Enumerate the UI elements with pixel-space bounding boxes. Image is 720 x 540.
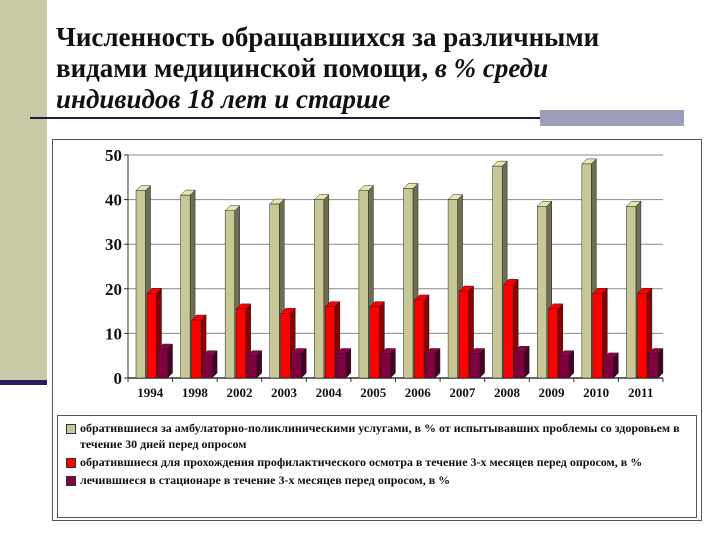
bar-1998-s2 (192, 320, 202, 378)
bar-2002-s1 (225, 211, 235, 378)
bar-2002-s3 (247, 356, 257, 378)
y-tick-label: 50 (105, 146, 122, 165)
x-tick-label: 2007 (449, 385, 476, 400)
y-tick-label: 40 (105, 190, 122, 210)
bar-1994-s3 (158, 349, 168, 378)
bar-2006-s2 (415, 300, 425, 378)
bar-2005-s3 (381, 353, 391, 378)
title-line-2: видами медицинской помощи, (56, 53, 429, 83)
bar-2005-s1 (359, 191, 369, 378)
bar-2008-s3 (515, 351, 525, 378)
x-tick-label: 2005 (360, 385, 387, 400)
y-tick-label: 30 (105, 235, 122, 255)
bar-2007-s1 (448, 200, 458, 378)
x-tick-label: 2002 (226, 385, 253, 400)
legend-swatch-inpatient (66, 476, 76, 486)
x-tick-label: 2004 (315, 385, 342, 400)
bar-2005-s2 (370, 307, 380, 378)
x-tick-label: 2009 (538, 385, 565, 400)
legend-item-inpatient (64, 472, 690, 488)
bar-2009-s2 (548, 309, 558, 378)
bar-2009-s1 (537, 206, 547, 378)
bar-2010-s1 (582, 164, 592, 378)
bar-2006-s3 (426, 353, 436, 378)
bar-2011-s1 (626, 206, 636, 378)
title-line-2-emphasis: в % среди (434, 53, 549, 83)
bar-2004-s3 (336, 353, 346, 378)
bar-1994-s2 (147, 293, 157, 378)
y-tick-label: 0 (113, 369, 122, 388)
bar-2011-s3 (648, 353, 658, 378)
bar-2004-s2 (325, 307, 335, 378)
x-tick-label: 2003 (271, 385, 298, 400)
bar-2008-s1 (493, 166, 503, 378)
y-tick-label: 10 (105, 324, 122, 344)
bar-2007-s3 (470, 353, 480, 378)
bar-2006-s1 (404, 188, 414, 378)
bar-2007-s2 (459, 291, 469, 378)
bar-2009-s3 (559, 356, 569, 378)
bar-2010-s3 (604, 358, 614, 378)
legend-label-checkup: обратившиеся для прохождения профилактического осмотра в течение 3-х месяцев перед опросом, в % (80, 455, 643, 469)
legend-item-outpatient (64, 420, 690, 452)
legend-item-checkup (64, 454, 690, 470)
bar-2010-s2 (593, 293, 603, 378)
bar-2008-s2 (504, 284, 513, 378)
legend-label-inpatient: лечившиеся в стационаре в течение 3-х месяцев перед опросом, в % (80, 473, 451, 487)
x-tick-label: 2011 (628, 385, 654, 400)
x-tick-label: 2010 (583, 385, 610, 400)
legend-swatch-checkup (66, 458, 76, 468)
title-line-3: индивидов 18 лет и старше (56, 84, 391, 114)
x-tick-label: 2008 (493, 385, 520, 400)
x-tick-label: 1998 (181, 385, 208, 400)
bar-1994-s3-side (168, 344, 173, 378)
bar-1994-s1 (136, 191, 146, 378)
bar-2003-s1 (270, 204, 280, 378)
bar-1998-s3 (203, 356, 213, 378)
bar-2011-s2 (637, 293, 647, 378)
bar-1998-s1 (181, 195, 191, 378)
bar-2004-s1 (314, 200, 324, 378)
legend-swatch-outpatient (66, 424, 76, 434)
chart-legend (57, 415, 697, 518)
title-line-1: Численность обращавшихся за различными (56, 22, 600, 52)
y-tick-label: 20 (105, 279, 122, 299)
bar-2003-s2 (281, 313, 291, 378)
bar-2003-s3 (292, 353, 302, 378)
bar-2008-s3-side (524, 346, 529, 378)
x-tick-label: 1994 (137, 385, 164, 400)
x-tick-label: 2006 (404, 385, 431, 400)
bar-2002-s2 (236, 309, 246, 378)
legend-label-outpatient: обратившиеся за амбулаторно-поликлиническими услугами, в % от испытывавших проблемы со здоровьем в течение 30 дней перед опросом (80, 421, 680, 451)
